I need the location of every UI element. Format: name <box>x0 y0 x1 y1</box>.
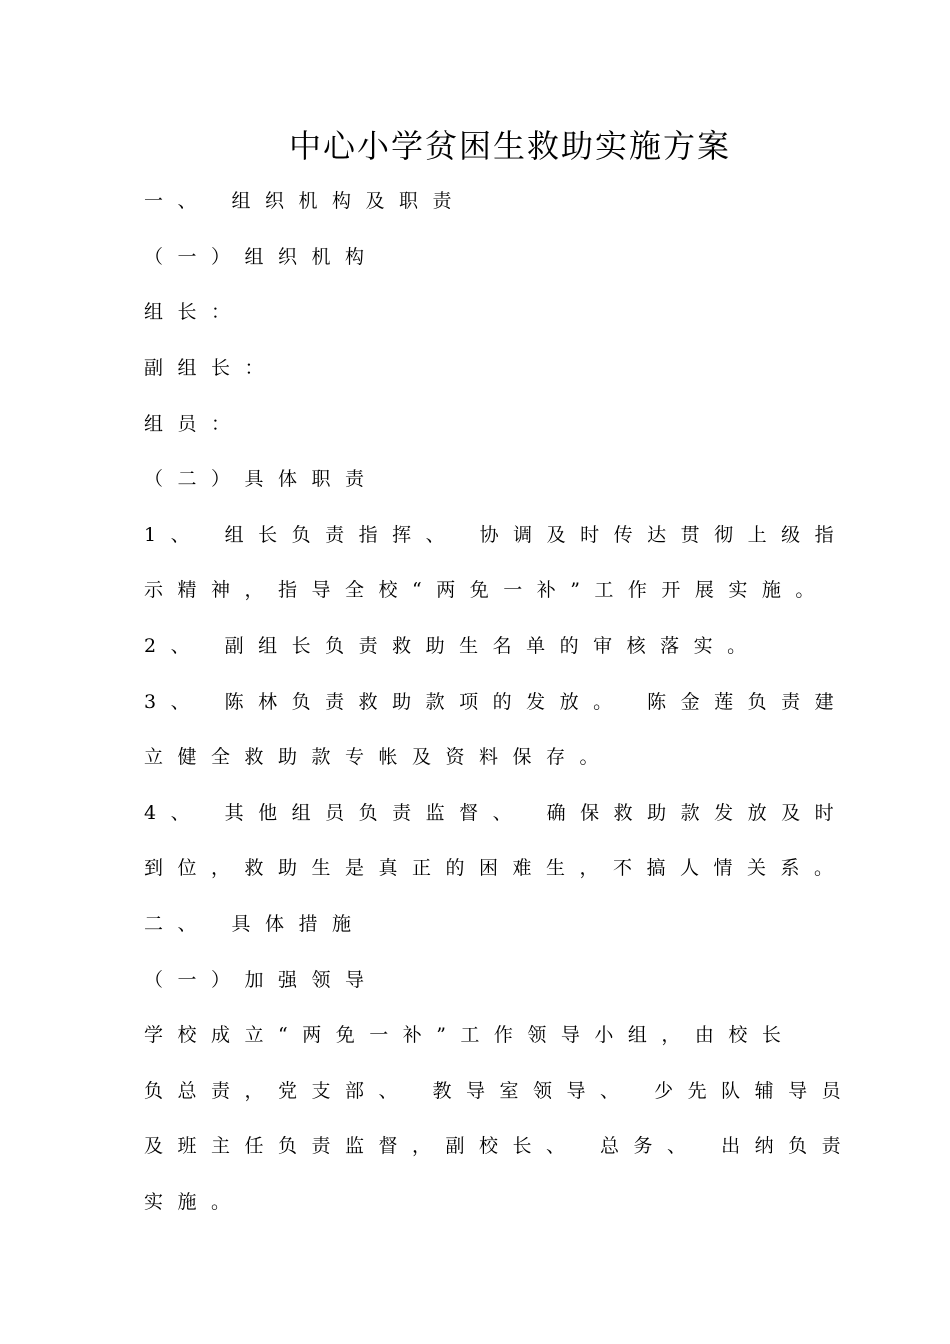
paragraph-line: 1、 组长负责指挥、 协调及时传达贯彻上级指 <box>144 524 849 546</box>
paragraph-line: 组长： <box>144 301 245 323</box>
heading-subsection-2-1: （一）加强领导 <box>144 969 379 991</box>
paragraph-line: 3、 陈林负责救助款项的发放。 陈金莲负责建 <box>144 691 849 713</box>
paragraph-line: 实施。 <box>144 1191 245 1213</box>
paragraph-line: 及班主任负责监督，副校长、 总务、 出纳负责 <box>144 1135 856 1157</box>
paragraph-line: 组员： <box>144 413 245 435</box>
paragraph-line: 立健全救助款专帐及资料保存。 <box>144 746 614 768</box>
paragraph-line: 2、 副组长负责救助生名单的审核落实。 <box>144 635 761 657</box>
heading-section-2: 二、 具体措施 <box>144 913 366 935</box>
paragraph-line: 学校成立“两免一补”工作领导小组，由校长 <box>144 1024 796 1046</box>
heading-subsection-1-2: （二）具体职责 <box>144 468 379 490</box>
paragraph-line: 到位，救助生是真正的困难生，不搞人情关系。 <box>144 857 848 879</box>
heading-subsection-1-1: （一）组织机构 <box>144 246 379 268</box>
heading-section-1: 一、 组织机构及职责 <box>144 190 467 212</box>
paragraph-line: 副组长： <box>144 357 279 379</box>
paragraph-line: 示精神，指导全校“两免一补”工作开展实施。 <box>144 579 829 601</box>
paragraph-line: 负总责，党支部、 教导室领导、 少先队辅导员 <box>144 1080 856 1102</box>
document-title: 中心小学贫困生救助实施方案 <box>288 127 731 165</box>
paragraph-line: 4、 其他组员负责监督、 确保救助款发放及时 <box>144 802 849 824</box>
